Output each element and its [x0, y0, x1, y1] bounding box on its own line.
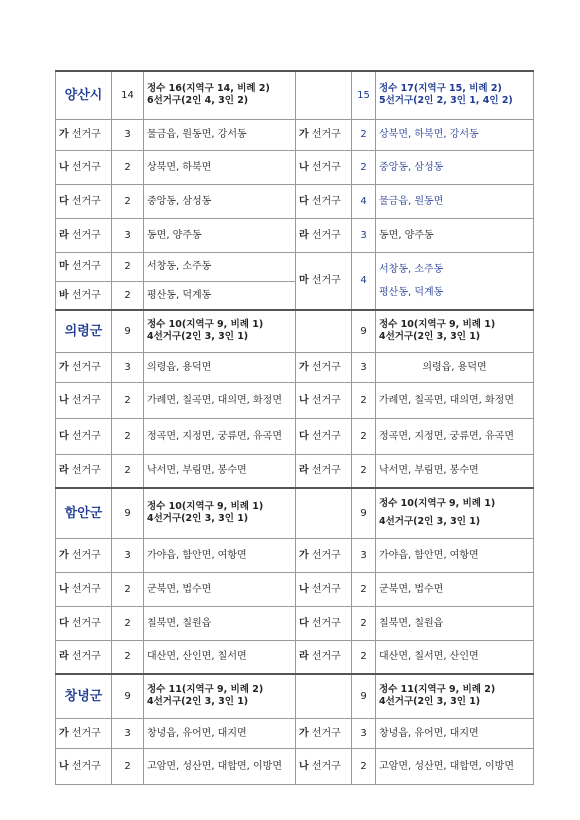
region-name: 창녕군 — [56, 674, 112, 718]
merged-area: 서창동, 소주동 평산동, 덕계동 — [376, 252, 534, 310]
left-info: 정수 10(지역구 9, 비례 1) 4선거구(2인 3, 3인 1) — [144, 488, 296, 538]
table-row: 바 선거구 2 평산동, 덕계동 — [56, 281, 534, 310]
right-info: 정수 10(지역구 9, 비례 1) 4선거구(2인 3, 3인 1) — [376, 488, 534, 538]
region-name: 의령군 — [56, 310, 112, 352]
table-row: 라 선거구 2 대산면, 산인면, 칠서면 라 선거구 2 대산면, 칠서면, 산인면 — [56, 640, 534, 674]
table-row: 나 선거구 2 군북면, 법수면 나 선거구 2 군북면, 법수면 — [56, 572, 534, 606]
table-row: 가 선거구 3 의령읍, 용덕면 가 선거구 3 의령읍, 용덕면 — [56, 352, 534, 382]
table-row: 마 선거구 2 서창동, 소주동 마 선거구 4 서창동, 소주동 평산동, 덕계동 — [56, 252, 534, 281]
left-info: 정수 11(지역구 9, 비례 2) 4선거구(2인 3, 3인 1) — [144, 674, 296, 718]
table-row: 가 선거구 3 물금읍, 원동면, 강서동 가 선거구 2 상북면, 하북면, 강서동 — [56, 119, 534, 150]
right-count: 15 — [352, 71, 376, 119]
table-row: 다 선거구 2 정곡면, 지정면, 궁류면, 유곡면 다 선거구 2 정곡면, 지정면, 궁류면, 유곡면 — [56, 418, 534, 454]
section-header-changnyeong: 창녕군 9 정수 11(지역구 9, 비례 2) 4선거구(2인 3, 3인 1) 9 정수 11(지역구 9, 비례 2) 4선거구(2인 3, 3인 1) — [56, 674, 534, 718]
table-row: 나 선거구 2 가례면, 칠곡면, 대의면, 화정면 나 선거구 2 가례면, 칠곡면, 대의면, 화정면 — [56, 382, 534, 418]
right-count-blank — [296, 71, 352, 119]
right-info: 정수 17(지역구 15, 비례 2) 5선거구(2인 2, 3인 1, 4인 2) — [376, 71, 534, 119]
left-info: 정수 10(지역구 9, 비례 1) 4선거구(2인 3, 3인 1) — [144, 310, 296, 352]
region-name: 양산시 — [56, 71, 112, 119]
table-row: 라 선거구 2 낙서면, 부림면, 봉수면 라 선거구 2 낙서면, 부림면, 봉수면 — [56, 454, 534, 488]
table-row: 나 선거구 2 상북면, 하북면 나 선거구 2 중앙동, 삼성동 — [56, 150, 534, 184]
section-header-yangsan — [56, 71, 534, 119]
table-row: 다 선거구 2 칠북면, 칠원읍 다 선거구 2 칠북면, 칠원읍 — [56, 606, 534, 640]
table-row: 라 선거구 3 동면, 양주동 라 선거구 3 동면, 양주동 — [56, 218, 534, 252]
table-row: 가 선거구 3 가야읍, 함안면, 여항면 가 선거구 3 가야읍, 함안면, 여항면 — [56, 538, 534, 572]
right-info: 정수 10(지역구 9, 비례 1) 4선거구(2인 3, 3인 1) — [376, 310, 534, 352]
right-info: 정수 11(지역구 9, 비례 2) 4선거구(2인 3, 3인 1) — [376, 674, 534, 718]
left-info: 정수 16(지역구 14, 비례 2) 6선거구(2인 4, 3인 2) — [144, 71, 296, 119]
merged-district: 마 선거구 — [296, 252, 352, 310]
table-row: 다 선거구 2 중앙동, 삼성동 다 선거구 4 물금읍, 원동면 — [56, 184, 534, 218]
region-name: 함안군 — [56, 488, 112, 538]
table-row: 가 선거구 3 창녕읍, 유어면, 대지면 가 선거구 3 창녕읍, 유어면, 대지면 — [56, 718, 534, 748]
table-row: 나 선거구 2 고암면, 성산면, 대합면, 이방면 나 선거구 2 고암면, 성산면, 대합면, 이방면 — [56, 748, 534, 784]
section-header-haman: 함안군 9 정수 10(지역구 9, 비례 1) 4선거구(2인 3, 3인 1) 9 정수 10(지역구 9, 비례 1) 4선거구(2인 3, 3인 1) — [56, 488, 534, 538]
left-count: 14 — [112, 71, 144, 119]
section-header-uiryeong: 의령군 9 정수 10(지역구 9, 비례 1) 4선거구(2인 3, 3인 1) 9 정수 10(지역구 9, 비례 1) 4선거구(2인 3, 3인 1) — [56, 310, 534, 352]
district-table — [55, 70, 534, 785]
